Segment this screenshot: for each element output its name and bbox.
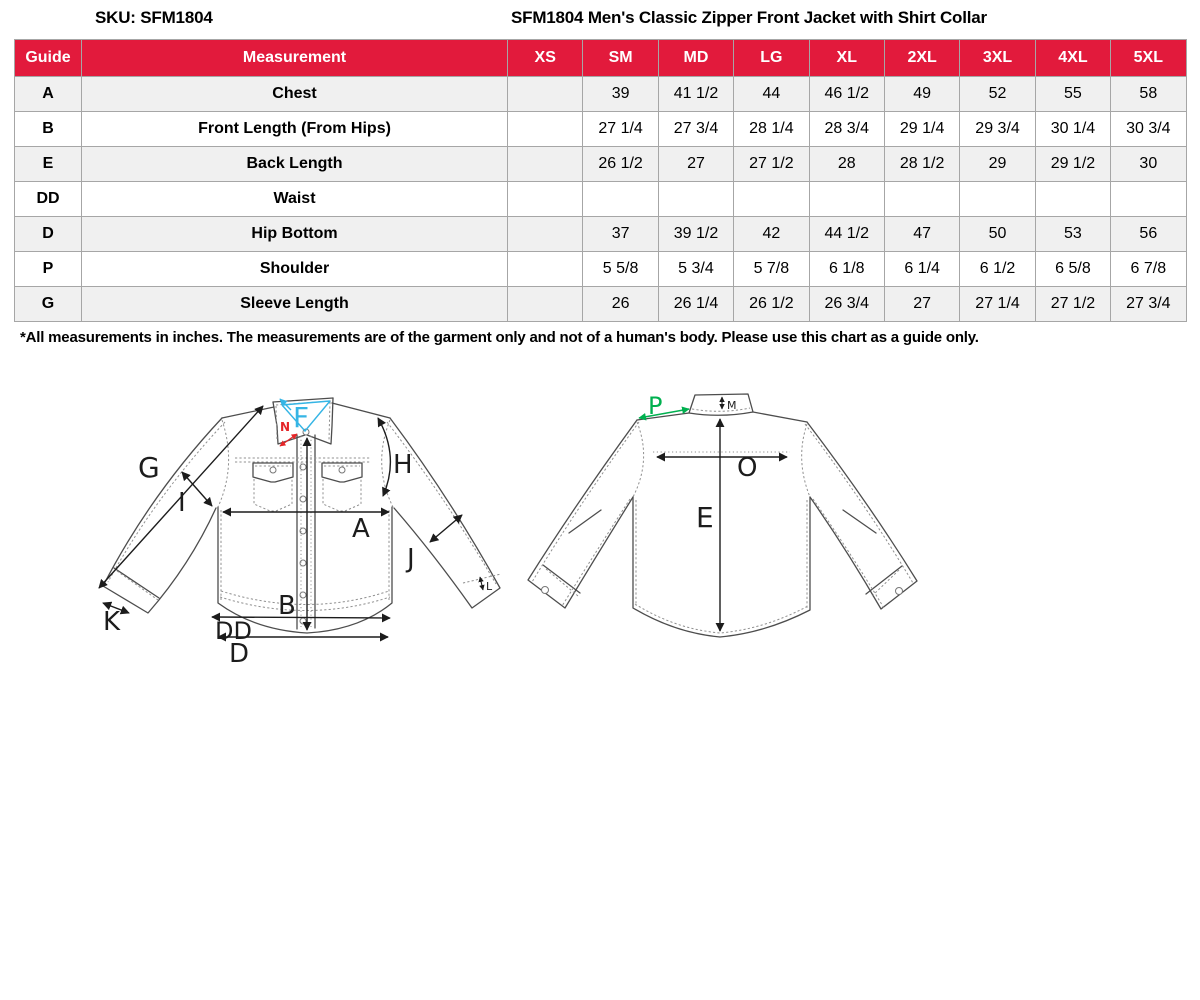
value-cell: 27 3/4 [658,112,733,147]
value-cell [508,252,583,287]
value-cell: 39 [583,77,658,112]
front-view-diagram [55,378,515,678]
front-label-n: N [280,420,291,434]
value-cell: 29 1/4 [884,112,959,147]
front-label-h: H [393,450,413,480]
column-header: XS [508,40,583,77]
table-row [15,217,1187,252]
value-cell [508,217,583,252]
table-row [15,182,1187,217]
value-cell: 27 1/4 [583,112,658,147]
measurement-cell: Front Length (From Hips) [82,112,508,147]
value-cell: 30 1/4 [1035,112,1110,147]
value-cell: 58 [1111,77,1186,112]
value-cell: 6 1/8 [809,252,884,287]
value-cell: 26 1/4 [658,287,733,322]
column-header: MD [658,40,733,77]
value-cell [583,182,658,217]
value-cell: 52 [960,77,1035,112]
guide-cell: DD [15,182,82,217]
front-label-dd: DD [215,617,252,645]
pocket-button [270,467,276,473]
cuff-button [542,587,549,594]
armhole-curve-arrow [378,418,390,496]
back-label-p: P [648,392,663,420]
front-labels [103,401,493,669]
back-label-e: E [696,501,714,534]
value-cell: 28 1/4 [734,112,809,147]
value-cell [960,182,1035,217]
cuff-button [896,588,903,595]
guide-cell: B [15,112,82,147]
value-cell: 44 [734,77,809,112]
measurement-disclaimer: *All measurements in inches. The measurements are of the garment only and not of a human's body. Please use this chart as a guide only. [20,329,979,346]
value-cell: 53 [1035,217,1110,252]
column-header: Guide [15,40,82,77]
back-jacket-outline [528,394,917,637]
guide-cell: A [15,77,82,112]
value-cell: 30 3/4 [1111,112,1186,147]
sku-label: SKU: SFM1804 [95,8,213,27]
value-cell: 6 5/8 [1035,252,1110,287]
value-cell: 39 1/2 [658,217,733,252]
guide-cell: P [15,252,82,287]
value-cell: 27 [658,147,733,182]
value-cell [508,112,583,147]
measurement-cell: Chest [82,77,508,112]
back-jacket-stitching [532,408,913,633]
value-cell: 50 [960,217,1035,252]
value-cell: 29 [960,147,1035,182]
value-cell: 47 [884,217,959,252]
pocket-button [339,467,345,473]
measurement-cell: Back Length [82,147,508,182]
value-cell: 30 [1111,147,1186,182]
column-header: 5XL [1111,40,1186,77]
front-label-f: F [293,401,310,434]
value-cell [884,182,959,217]
value-cell: 5 3/4 [658,252,733,287]
measurement-cell: Sleeve Length [82,287,508,322]
measurement-cell: Shoulder [82,252,508,287]
measurement-cell: Waist [82,182,508,217]
value-cell: 27 1/4 [960,287,1035,322]
value-cell [508,77,583,112]
page-title: SFM1804 Men's Classic Zipper Front Jacket with Shirt Collar [511,8,987,27]
value-cell [734,182,809,217]
table-row [15,252,1187,287]
value-cell [508,147,583,182]
value-cell: 6 1/4 [884,252,959,287]
value-cell: 27 [884,287,959,322]
front-label-g: G [138,451,160,484]
value-cell: 44 1/2 [809,217,884,252]
value-cell: 26 3/4 [809,287,884,322]
value-cell [1111,182,1186,217]
collar-point-arrow [280,434,297,446]
armhole-arrow [182,472,212,506]
value-cell: 6 1/2 [960,252,1035,287]
value-cell [658,182,733,217]
value-cell: 49 [884,77,959,112]
forearm-arrow [430,515,462,542]
value-cell: 26 [583,287,658,322]
front-label-j: J [407,544,415,574]
value-cell: 6 7/8 [1111,252,1186,287]
front-label-a: A [352,514,370,544]
value-cell: 5 7/8 [734,252,809,287]
front-label-d: D [229,639,250,669]
value-cell: 56 [1111,217,1186,252]
back-label-m: M [727,399,737,412]
value-cell: 42 [734,217,809,252]
value-cell: 27 1/2 [734,147,809,182]
size-chart-table [14,39,1187,322]
value-cell: 27 1/2 [1035,287,1110,322]
front-label-i: I [178,488,186,518]
value-cell: 28 3/4 [809,112,884,147]
column-header: SM [583,40,658,77]
guide-cell: E [15,147,82,182]
value-cell: 55 [1035,77,1110,112]
column-header: Measurement [82,40,508,77]
table-row [15,112,1187,147]
front-label-b: B [278,591,296,621]
value-cell: 29 1/2 [1035,147,1110,182]
front-label-k: K [103,607,121,637]
value-cell: 29 3/4 [960,112,1035,147]
column-header: 3XL [960,40,1035,77]
value-cell [1035,182,1110,217]
measurement-cell: Hip Bottom [82,217,508,252]
table-row [15,287,1187,322]
column-header: LG [734,40,809,77]
back-view-diagram [505,378,955,678]
guide-cell: G [15,287,82,322]
column-header: 4XL [1035,40,1110,77]
front-label-l: L [486,580,493,593]
value-cell [508,182,583,217]
table-row [15,77,1187,112]
column-header: XL [809,40,884,77]
value-cell: 5 5/8 [583,252,658,287]
value-cell: 28 1/2 [884,147,959,182]
value-cell [508,287,583,322]
size-chart-body [15,77,1187,322]
value-cell: 26 1/2 [583,147,658,182]
value-cell: 46 1/2 [809,77,884,112]
value-cell: 27 3/4 [1111,287,1186,322]
value-cell: 41 1/2 [658,77,733,112]
guide-cell: D [15,217,82,252]
value-cell: 28 [809,147,884,182]
value-cell [809,182,884,217]
value-cell: 26 1/2 [734,287,809,322]
size-chart-head-row [15,40,1187,77]
back-label-o: O [737,453,758,483]
value-cell: 37 [583,217,658,252]
column-header: 2XL [884,40,959,77]
table-row [15,147,1187,182]
